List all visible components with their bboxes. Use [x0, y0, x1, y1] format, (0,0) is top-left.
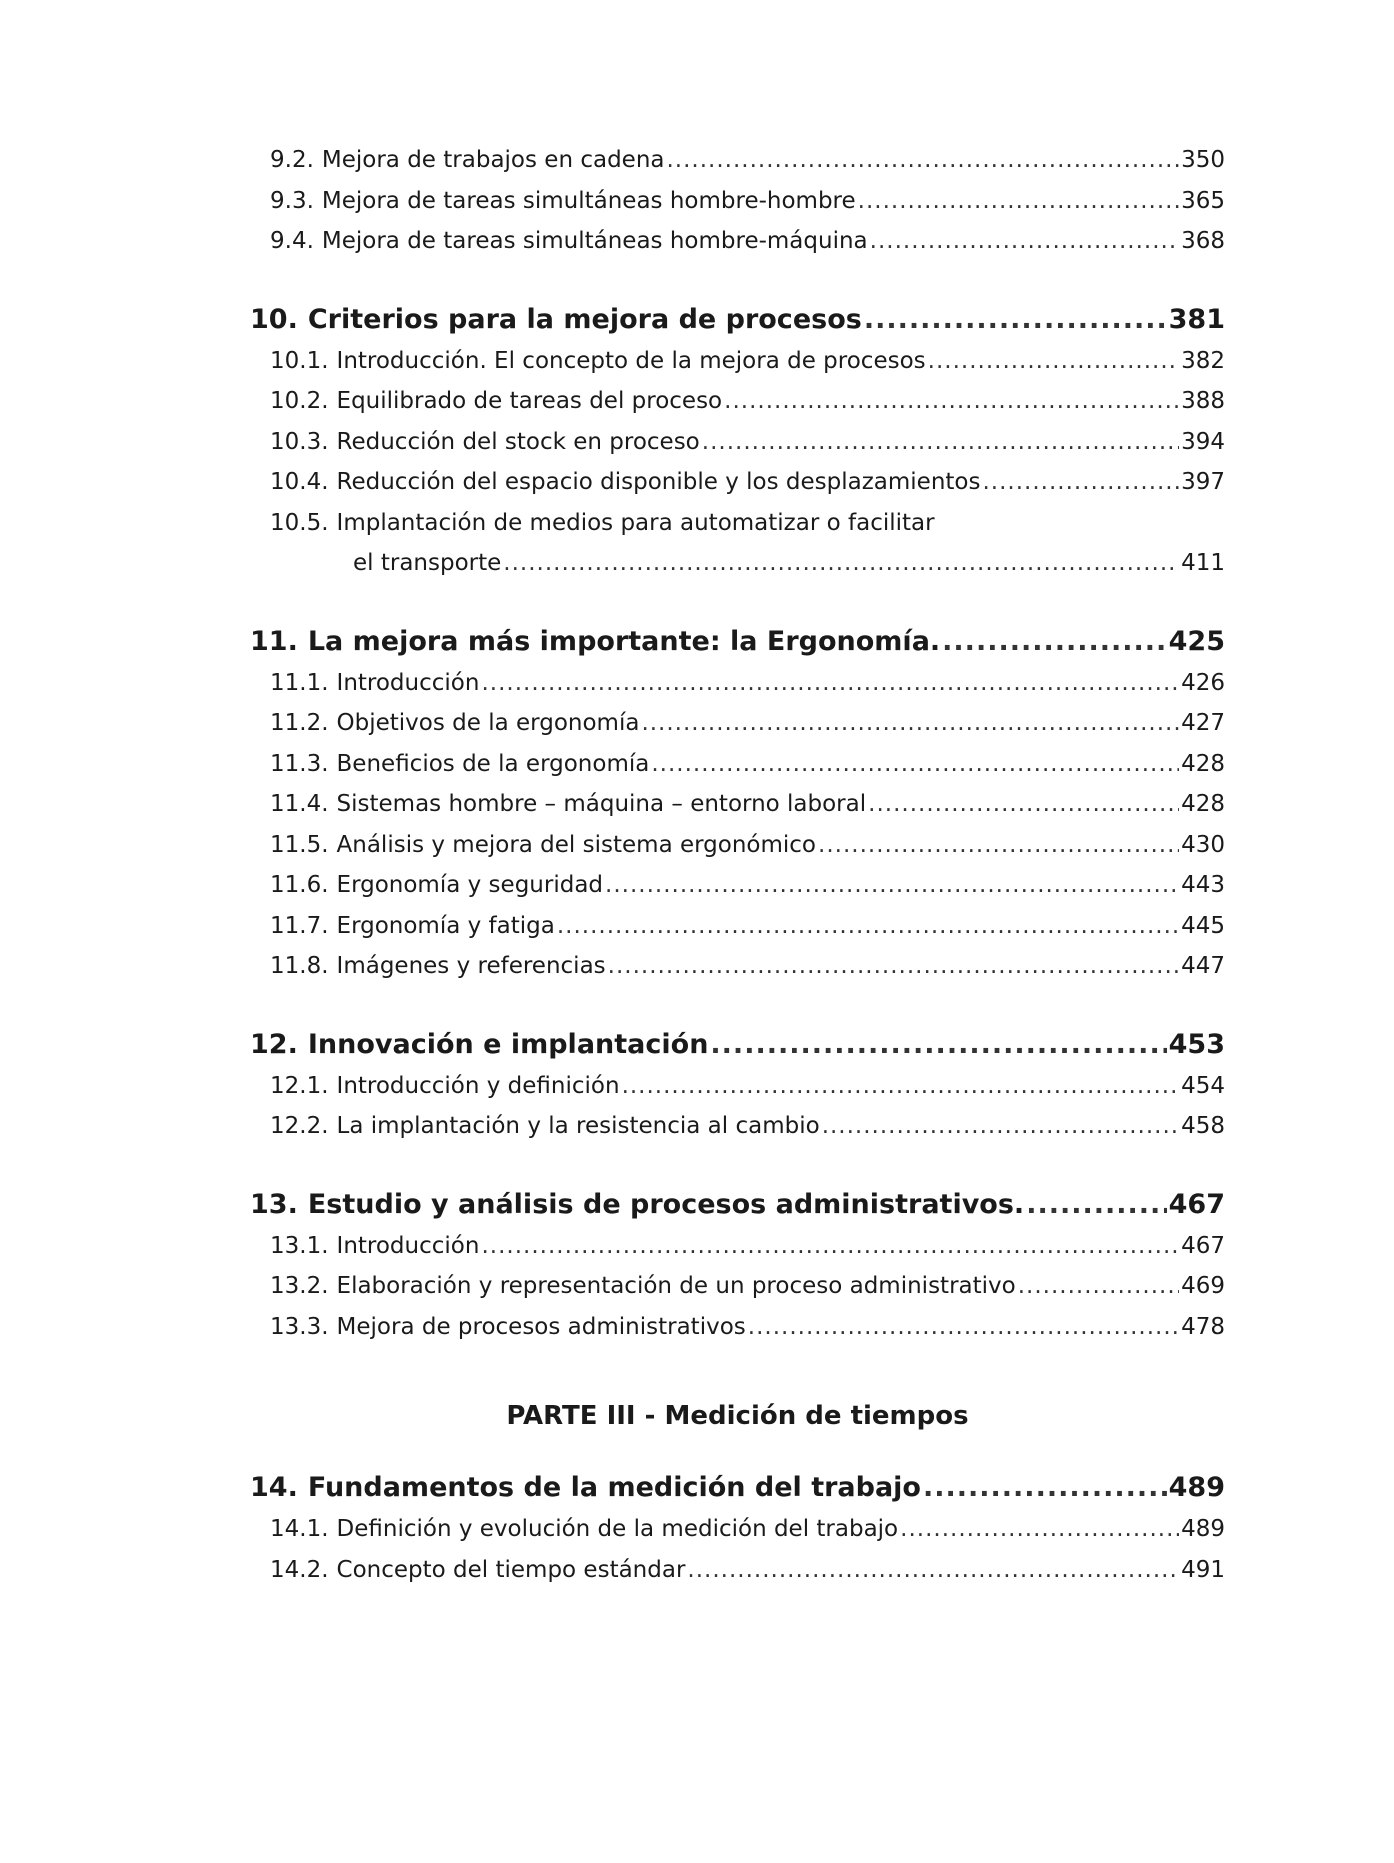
toc-chapter-title: 11. La mejora más importante: la Ergonomía.: [250, 625, 941, 657]
toc-page-number: 425: [1168, 625, 1225, 657]
toc-entry-10-3[interactable]: [250, 422, 1225, 463]
toc-entry-13-3[interactable]: [250, 1307, 1225, 1348]
toc-page-number: 426: [1181, 669, 1225, 696]
toc-entry-label: 12.2. La implantación y la resistencia al cambio: [270, 1113, 820, 1139]
toc-entry-label: 10.1. Introducción. El concepto de la mejora de procesos: [270, 347, 926, 374]
leader-dots: [942, 621, 1166, 663]
toc-page-number: 411: [1181, 550, 1225, 576]
leader-dots: [868, 784, 1179, 825]
toc-entry-label: 11.1. Introducción: [270, 669, 480, 696]
toc-entry-label: 11.2. Objetivos de la ergonomía: [270, 710, 640, 736]
toc-entry-10-2[interactable]: [250, 381, 1225, 422]
toc-entry-14-1[interactable]: [250, 1509, 1225, 1550]
toc-entry-11-7[interactable]: [250, 906, 1225, 947]
leader-dots: [822, 1106, 1179, 1147]
toc-page-number: 491: [1181, 1556, 1225, 1583]
toc-entry-12-2[interactable]: [250, 1106, 1225, 1147]
leader-dots: [724, 381, 1179, 422]
toc-entry-13-1[interactable]: [250, 1226, 1225, 1267]
toc-page-number: 430: [1181, 831, 1225, 858]
leader-dots: [900, 1509, 1179, 1550]
toc-entry-10-4[interactable]: [250, 462, 1225, 503]
toc-entry-13-2[interactable]: [250, 1266, 1225, 1307]
toc-chapter-10[interactable]: [250, 299, 1225, 341]
toc-page-number: 469: [1181, 1273, 1225, 1299]
toc-chapter-title: 12. Innovación e implantación: [250, 1028, 709, 1060]
toc-entry-label: 9.3. Mejora de tareas simultáneas hombre-hombre: [270, 187, 856, 214]
toc-entry-12-1[interactable]: [250, 1066, 1225, 1107]
toc-entry-11-1[interactable]: [250, 663, 1225, 704]
toc-entry-11-4[interactable]: [250, 784, 1225, 825]
toc-entry-label: 13.3. Mejora de procesos administrativos: [270, 1313, 746, 1340]
toc-entry-11-8[interactable]: [250, 946, 1225, 987]
toc-page-number: 382: [1181, 347, 1225, 374]
leader-dots: [923, 1467, 1167, 1509]
leader-dots: [622, 1066, 1180, 1107]
leader-dots: [982, 462, 1179, 503]
leader-dots: [481, 1226, 1179, 1267]
toc-page-number: 428: [1181, 750, 1225, 777]
toc-page-number: 428: [1181, 791, 1225, 817]
leader-dots: [557, 906, 1179, 947]
leader-dots: [641, 703, 1179, 744]
leader-dots: [702, 422, 1179, 463]
toc-chapter-12[interactable]: [250, 1024, 1225, 1066]
toc-entry-label: 14.2. Concepto del tiempo estándar: [270, 1556, 686, 1583]
toc-entry-label: 13.1. Introducción: [270, 1232, 480, 1259]
toc-entry-11-6[interactable]: [250, 865, 1225, 906]
toc-page-number: 427: [1181, 710, 1225, 736]
toc-entry-label: 11.4. Sistemas hombre – máquina – entorno laboral: [270, 791, 867, 817]
toc-page-number: 397: [1181, 469, 1225, 495]
toc-entry-label: 14.1. Definición y evolución de la medición del trabajo: [270, 1516, 899, 1542]
toc-page-number: 365: [1181, 187, 1225, 214]
leader-dots: [651, 744, 1179, 785]
toc-page-number: 478: [1181, 1313, 1225, 1340]
toc-chapter-11[interactable]: [250, 621, 1225, 663]
toc-entry-label: 13.2. Elaboración y representación de un proceso administrativo: [270, 1273, 1016, 1299]
toc-entry-label: 11.7. Ergonomía y fatiga: [270, 912, 555, 939]
toc-entry-label: 12.1. Introducción y definición: [270, 1072, 620, 1099]
toc-chapter-14[interactable]: [250, 1467, 1225, 1509]
leader-dots: [858, 181, 1179, 222]
toc-page-number: 467: [1168, 1188, 1225, 1220]
part-title: PARTE III - Medición de tiempos: [506, 1401, 969, 1431]
toc-entry-9-2[interactable]: [250, 140, 1225, 181]
toc-page-number: 489: [1181, 1516, 1225, 1542]
toc-entry-label: 10.3. Reducción del stock en proceso: [270, 428, 700, 455]
toc-entry-11-5[interactable]: [250, 825, 1225, 866]
table-of-contents: [250, 140, 1225, 1590]
toc-entry-11-3[interactable]: [250, 744, 1225, 785]
toc-entry-label: 11.5. Análisis y mejora del sistema ergonómico: [270, 831, 817, 858]
leader-dots: [687, 1550, 1179, 1591]
leader-dots: [928, 341, 1179, 382]
toc-entry-10-1[interactable]: [250, 341, 1225, 382]
toc-page-number: 350: [1181, 147, 1225, 173]
toc-page-number: 394: [1181, 428, 1225, 455]
toc-page-number: 447: [1181, 953, 1225, 979]
toc-page-number: 443: [1181, 872, 1225, 898]
toc-entry-label: 10.2. Equilibrado de tareas del proceso: [270, 388, 723, 414]
toc-entry-label-line2: [270, 543, 1225, 584]
toc-page-number: 467: [1181, 1232, 1225, 1259]
toc-entry-10-5[interactable]: [250, 503, 1225, 584]
toc-entry-9-3[interactable]: [250, 181, 1225, 222]
toc-chapter-title: 13. Estudio y análisis de procesos administrativos.: [250, 1188, 1025, 1220]
leader-dots: [481, 663, 1179, 704]
leader-dots: [608, 946, 1179, 987]
toc-entry-label: 9.4. Mejora de tareas simultáneas hombre-máquina: [270, 228, 868, 254]
toc-entry-label: 9.2. Mejora de trabajos en cadena: [270, 147, 665, 173]
leader-dots: [1018, 1266, 1179, 1307]
leader-dots: [1026, 1184, 1166, 1226]
toc-entry-label: el transporte: [353, 550, 502, 576]
toc-page-number: 368: [1181, 228, 1225, 254]
toc-page-number: 445: [1181, 912, 1225, 939]
toc-entry-label: 11.3. Beneficios de la ergonomía: [270, 750, 650, 777]
toc-page-number: 489: [1168, 1472, 1225, 1503]
toc-chapter-title: 14. Fundamentos de la medición del trabajo: [250, 1472, 921, 1503]
leader-dots: [667, 140, 1180, 181]
toc-page-number: 454: [1181, 1072, 1225, 1099]
toc-page-number: 388: [1181, 388, 1225, 414]
leader-dots: [503, 543, 1179, 584]
toc-entry-label-line1: 10.5. Implantación de medios para automatizar o facilitar: [270, 509, 935, 536]
leader-dots: [870, 221, 1179, 262]
toc-page-number: 453: [1168, 1028, 1225, 1060]
leader-dots: [710, 1024, 1166, 1066]
toc-entry-14-2[interactable]: [250, 1550, 1225, 1591]
leader-dots: [818, 825, 1179, 866]
toc-entry-9-4[interactable]: [250, 221, 1225, 262]
toc-chapter-13[interactable]: [250, 1184, 1225, 1226]
toc-entry-11-2[interactable]: [250, 703, 1225, 744]
toc-entry-label: 11.8. Imágenes y referencias: [270, 953, 606, 979]
toc-entry-label: 10.4. Reducción del espacio disponible y los desplazamientos: [270, 469, 981, 495]
toc-page-number: 458: [1181, 1113, 1225, 1139]
leader-dots: [605, 865, 1179, 906]
leader-dots: [864, 299, 1167, 341]
toc-entry-label: 11.6. Ergonomía y seguridad: [270, 872, 604, 898]
leader-dots: [748, 1307, 1179, 1348]
toc-page-number: 381: [1168, 303, 1225, 335]
toc-chapter-title: 10. Criterios para la mejora de procesos: [250, 303, 862, 335]
